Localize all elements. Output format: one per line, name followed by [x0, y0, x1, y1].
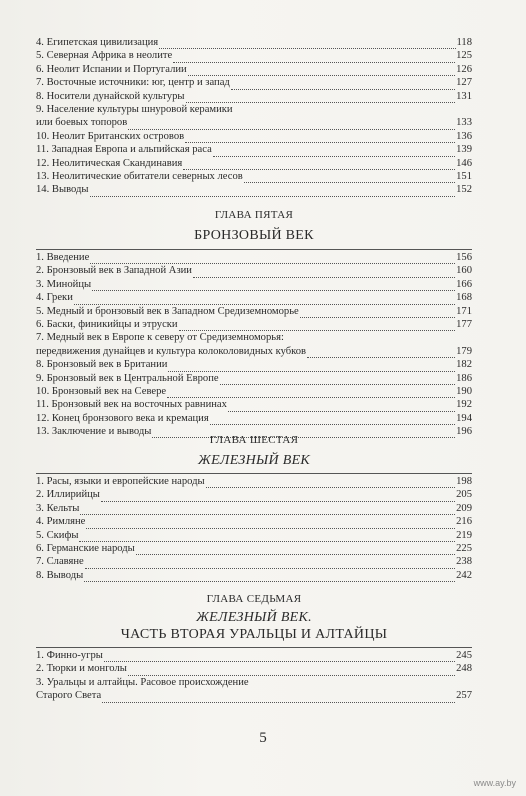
toc-entry-line: 9. Население культуры шнуровой керамики: [36, 103, 233, 115]
dot-leader: [84, 572, 455, 582]
toc-entry-page: 152: [456, 184, 472, 196]
dot-leader: [206, 478, 455, 488]
divider: [36, 473, 472, 474]
dot-leader: [300, 308, 455, 318]
dot-leader: [231, 80, 455, 90]
toc-entry: [36, 170, 472, 183]
dot-leader: [86, 519, 455, 529]
dot-leader: [167, 388, 455, 398]
toc-entry-page: 156: [456, 251, 472, 263]
toc-entry-title: 4. Греки: [36, 292, 73, 304]
toc-entry: [36, 305, 472, 318]
toc-entry: [36, 90, 472, 103]
chapter-label: ГЛАВА СЕДЬМАЯ: [206, 593, 302, 605]
dot-leader: [173, 53, 455, 63]
toc-entry-page: 186: [456, 372, 472, 384]
dot-leader: [104, 652, 455, 662]
toc-entry-title: 13. Неолитические обитатели северных лесов: [36, 170, 243, 182]
toc-chapter-5: [36, 208, 472, 438]
toc-entry-title: 2. Иллирийцы: [36, 489, 100, 501]
toc-entry-page: 126: [456, 63, 472, 75]
toc-entry-page: 238: [456, 556, 472, 568]
dot-leader: [128, 120, 455, 130]
toc-entry-page: 190: [456, 385, 472, 397]
toc-entry-title: 12. Конец бронзового века и кремация: [36, 412, 209, 424]
toc-entry-title: 1. Введение: [36, 251, 90, 263]
dot-leader: [85, 559, 455, 569]
dot-leader: [168, 362, 455, 372]
toc-entry: [36, 264, 472, 277]
toc-entry: [36, 49, 472, 62]
toc-entry-title: передвижения дунайцев и культура колоколовидных кубков: [36, 345, 307, 357]
page-number: 5: [259, 730, 267, 746]
toc-entry-page: 205: [456, 489, 472, 501]
toc-entry-title: 7. Восточные источники: юг, центр и запад: [36, 77, 230, 89]
dot-leader: [220, 375, 456, 385]
toc-entry-page: 242: [456, 569, 472, 581]
chapter-title: БРОНЗОВЫЙ ВЕК: [194, 228, 314, 243]
dot-leader: [92, 281, 455, 291]
toc-entry-page: 146: [456, 157, 472, 169]
toc-entry-title: 9. Бронзовый век в Центральной Европе: [36, 372, 219, 384]
dot-leader: [183, 160, 455, 170]
toc-entry-title: 6. Баски, финикийцы и этруски: [36, 318, 178, 330]
dot-leader: [307, 348, 455, 358]
toc-entry: [36, 385, 472, 398]
toc-entry: [36, 555, 472, 568]
toc-chapter-6: [36, 433, 472, 582]
dot-leader: [101, 492, 455, 502]
toc-entry: [36, 36, 472, 49]
toc-entry-page: 257: [456, 690, 472, 702]
toc-entry: [36, 662, 472, 675]
toc-entry: [36, 318, 472, 331]
chapter-title-line-1: ЖЕЛЕЗНЫЙ ВЕК.: [196, 610, 312, 625]
toc-entry-title: 11. Западная Европа и альпийская раса: [36, 144, 212, 156]
toc-entry-title: 3. Минойцы: [36, 278, 92, 290]
toc-entry-title: или боевых топоров: [36, 117, 128, 129]
toc-entry: [36, 130, 472, 143]
toc-entry-line: 7. Медный век в Европе к северу от Средиземноморья:: [36, 332, 284, 344]
toc-entry: [36, 529, 472, 542]
toc-entry-page: 216: [456, 516, 472, 528]
dot-leader: [210, 415, 455, 425]
toc-entry: [36, 358, 472, 371]
dot-leader: [159, 39, 455, 49]
toc-entry-page: 131: [456, 90, 472, 102]
dot-leader: [79, 532, 455, 542]
dot-leader: [185, 133, 455, 143]
toc-entry-title: 2. Бронзовый век в Западной Азии: [36, 265, 192, 277]
toc-entry-title: 7. Славяне: [36, 556, 84, 568]
chapter-title: ЖЕЛЕЗНЫЙ ВЕК: [197, 453, 311, 468]
toc-entry-page: 136: [456, 130, 472, 142]
toc-entry: [36, 515, 472, 528]
toc-entry: [36, 291, 472, 304]
divider: [36, 647, 472, 648]
dot-leader: [188, 66, 455, 76]
toc-entry-page: 198: [456, 475, 472, 487]
toc-entry-page: 125: [456, 50, 472, 62]
toc-entry-page: 166: [456, 278, 472, 290]
chapter-label: ГЛАВА ПЯТАЯ: [214, 209, 294, 221]
toc-entry-page: 118: [456, 36, 472, 48]
toc-entry: [36, 143, 472, 156]
toc-entry-title: 1. Расы, языки и европейские народы: [36, 475, 205, 487]
toc-entry: [36, 649, 472, 662]
toc-entry-page: 182: [456, 359, 472, 371]
toc-entry: [36, 502, 472, 515]
dot-leader: [74, 295, 455, 305]
toc-entry-title: 13. Заключение и выводы: [36, 426, 152, 438]
toc-entry-title: 11. Бронзовый век на восточных равнинах: [36, 399, 227, 411]
toc-entry-page: 127: [456, 77, 472, 89]
toc-entry-page: 168: [456, 292, 472, 304]
toc-entry-title: 4. Египетская цивилизация: [36, 36, 159, 48]
toc-entry-page: 177: [456, 318, 472, 330]
dot-leader: [136, 545, 455, 555]
toc-entry: [36, 63, 472, 76]
toc-entry-title: 5. Медный и бронзовый век в Западном Средиземноморье: [36, 305, 299, 317]
toc-entry-title: 12. Неолитическая Скандинавия: [36, 157, 183, 169]
toc-entry-page: 171: [456, 305, 472, 317]
chapter-label: ГЛАВА ШЕСТАЯ: [209, 434, 299, 446]
dot-leader: [90, 187, 456, 197]
divider: [36, 249, 472, 250]
toc-entry-page: 133: [456, 117, 472, 129]
dot-leader: [213, 147, 455, 157]
toc-entry-page: 160: [456, 265, 472, 277]
dot-leader: [244, 173, 455, 183]
toc-entry-title: 6. Неолит Испании и Португалии: [36, 63, 187, 75]
chapter-title-line-2: ЧАСТЬ ВТОРАЯ УРАЛЬЦЫ И АЛТАЙЦЫ: [120, 627, 388, 642]
toc-entry-page: 139: [456, 144, 472, 156]
toc-entry-title: 8. Выводы: [36, 569, 84, 581]
toc-entry-title: 10. Бронзовый век на Севере: [36, 385, 167, 397]
dot-leader: [193, 268, 455, 278]
toc-section-continued: [36, 36, 472, 197]
toc-entry-page: 245: [456, 649, 472, 661]
toc-entry: [36, 183, 472, 196]
toc-chapter-7: [36, 592, 472, 703]
dot-leader: [179, 321, 456, 331]
toc-entry-title: 8. Носители дунайской культуры: [36, 90, 185, 102]
toc-entry-page: 151: [456, 170, 472, 182]
dot-leader: [102, 693, 455, 703]
toc-entry-title: 2. Тюрки и монголы: [36, 663, 127, 675]
watermark: www.ay.by: [473, 778, 516, 788]
toc-entry: [36, 569, 472, 582]
toc-entry: [36, 157, 472, 170]
dot-leader: [228, 402, 455, 412]
toc-entry: [36, 398, 472, 411]
toc-entry-page: 209: [456, 502, 472, 514]
toc-entry: [36, 278, 472, 291]
toc-entry-page: 196: [456, 426, 472, 438]
toc-entry: [36, 116, 472, 129]
toc-entry: [36, 488, 472, 501]
toc-entry-title: 5. Скифы: [36, 529, 79, 541]
toc-entry: [36, 76, 472, 89]
toc-entry-title: 5. Северная Африка в неолите: [36, 50, 173, 62]
toc-entry: [36, 542, 472, 555]
dot-leader: [80, 505, 455, 515]
toc-entry-page: 225: [456, 542, 472, 554]
toc-entry: [36, 372, 472, 385]
toc-entry-page: 248: [456, 663, 472, 675]
toc-entry-title: Старого Света: [36, 690, 102, 702]
toc-entry-page: 192: [456, 399, 472, 411]
toc-entry: [36, 475, 472, 488]
toc-entry: [36, 251, 472, 264]
toc-entry-page: 179: [456, 345, 472, 357]
toc-entry-page: 194: [456, 412, 472, 424]
dot-leader: [128, 666, 455, 676]
toc-entry-title: 14. Выводы: [36, 184, 89, 196]
dot-leader: [90, 254, 455, 264]
toc-entry-title: 1. Финно-угры: [36, 649, 103, 661]
toc-entry-page: 219: [456, 529, 472, 541]
toc-entry-line: 3. Уральцы и алтайцы. Расовое происхождение: [36, 676, 249, 688]
toc-entry-title: 10. Неолит Британских островов: [36, 130, 185, 142]
toc-entry-title: 4. Римляне: [36, 516, 86, 528]
toc-entry-title: 8. Бронзовый век в Британии: [36, 359, 168, 371]
dot-leader: [186, 93, 456, 103]
toc-entry: [36, 345, 472, 358]
toc-entry: [36, 689, 472, 702]
toc-entry-title: 3. Кельты: [36, 502, 80, 514]
toc-entry: [36, 412, 472, 425]
toc-entry-title: 6. Германские народы: [36, 542, 135, 554]
